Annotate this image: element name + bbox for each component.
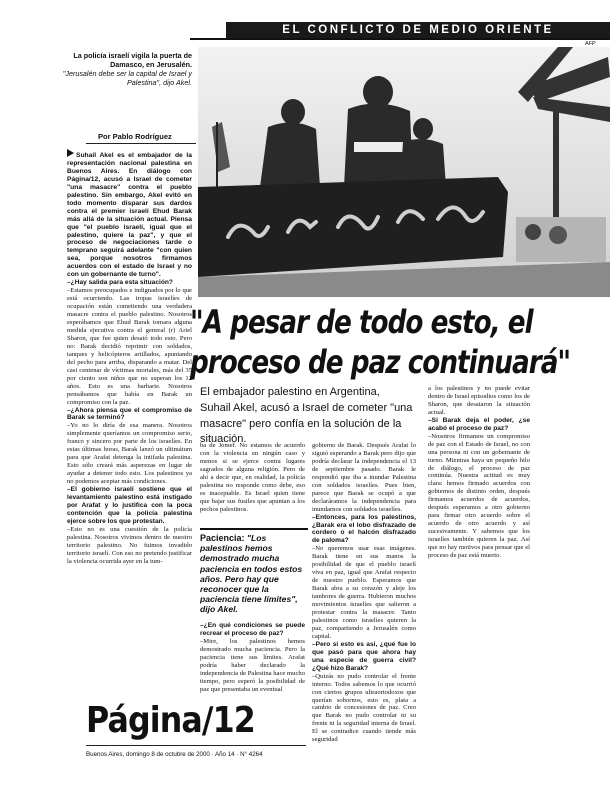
photo-illustration	[198, 47, 610, 297]
bullet-triangle-icon	[67, 149, 74, 157]
paragraph: a los palestinos y no puede evitar dentro de Israel episodios como los de Sharon, que desataron la situación actual.	[428, 385, 530, 416]
caption-line-1: La policía israelí vigila la puerta de Damasco, en Jerusalén.	[73, 51, 192, 69]
paragraph: –Mire, los palestinos hemos demostrado mucha paciencia. Pero la paciencia tiene sus límites. Arafat podría haber declarado la independencia de Palestina hace mucho tiempo, pero esperó la posibilidad de paz que presentaba un eventual	[200, 637, 305, 693]
paragraph: –Esto no es una cuestión de la policía palestina. Nosotros vivimos dentro de nuestro territorio palestino. No fuimos invadido territorio israelí. Con eso no pretendo justificar la violencia ocurrida ayer en la tum-	[67, 525, 192, 565]
column-2	[200, 442, 305, 514]
column-4	[428, 385, 530, 560]
subheadline: El embajador palestino en Argentina, Suhail Akel, acusó a Israel de cometer "una masacre" pero confía en la solución de la situación.	[200, 386, 413, 446]
paragraph: –El gobierno israelí sostiene que el levantamiento palestino está instigado por Arafat y lo justifica con la poca contención que la policía palestina ejerce sobre los que protestan.	[67, 486, 192, 525]
column-1	[67, 149, 192, 566]
paragraph: –Yo no lo diría de esa manera. Nosotros simplemente queríamos un compromiso serio, franco y sincero por parte de los israelíes. En estas últimas horas, Barak lanzó un ultimátum para que Arafat detenga la intifada palestina. Esto sólo creará más asperezas en lugar de ayudar a detener todo esto. Los palestinos ya no podemos aceptar más condiciones.	[67, 422, 192, 486]
paragraph: –Quizás no pudo controlar el frente interno. Todos sabemos lo que ocurrió con ciertos grupos ultraortodoxos que querían sobornos, esto es, plata a cambio de concesiones de paz. Creo que Barak no pudo controlar ni su frente ni la seguridad interna de Israel. El se contradice cuando tiende más seguridad	[312, 672, 416, 744]
paragraph: –Entonces, para los palestinos, ¿Barak era el lobo disfrazado de cordero o el halcón disfrazado de paloma?	[312, 513, 416, 545]
pull-quote-label: Paciencia:	[200, 533, 245, 543]
banner-rule	[190, 38, 610, 40]
headline-line-2: proceso de paz continuará"	[190, 343, 571, 381]
byline: Por Pablo Rodríguez	[98, 132, 172, 141]
section-banner: EL CONFLICTO DE MEDIO ORIENTE	[226, 22, 610, 39]
pull-quote	[200, 528, 308, 615]
paragraph: gobierno de Barak. Después Arafat lo siguió esperando a Barak pero dijo que podría declarar la independencia el 13 de septiembre pasado. Barak le respondió que iba a inundar Palestina con soldados israelíes. Pues bien, parece que Barak se ocupó a que declaráramos la independencia para inundarnos con soldados israelíes.	[312, 442, 416, 513]
paragraph: –¿Hay salida para esta situación?	[67, 279, 173, 287]
paragraph: –Pero si esto es así, ¿qué fue lo que pasó para que ahora hay una especie de guerra civil? ¿Qué hizo Barak?	[312, 640, 416, 672]
lead-text: Suhail Akel es el embajador de la representación nacional palestina en Buenos Aires. En diálogo con Página/12, acusó a Israel de cometer "una masacre" contra el pueblo palestino. Sin embargo, Akel evitó en todo momento disparar sus dardos contra el premier israelí Ehud Barak más allá de la situación actual. Piensa que "el pueblo israelí, igual que el palestino, quiere la paz", y que el proceso de negociaciones tarde o temprano seguirá adelante "con quien sea, porque nosotros firmamos acuerdos con el estado de Israel y no con un gobernante de turno".	[67, 152, 192, 279]
byline-rule	[86, 143, 196, 144]
photo-credit: AFP	[585, 41, 596, 47]
column-3	[312, 442, 416, 744]
column-2-continued	[200, 622, 305, 694]
masthead-logo: Página/12	[86, 700, 255, 741]
masthead-rule	[86, 745, 306, 746]
headline	[190, 302, 571, 382]
pull-quote-rule	[200, 528, 308, 530]
paragraph: –Nosotros firmamos un compromiso de paz con el Estado de Israel, no con una persona ni con un gobernante de turno. Mientras haya un pequeño hilo de diálogo, el proceso de paz continúa. Nuestra actitud es muy clara: hemos firmado acuerdos con gobiernos de distinto orden, después firmamos acuerdos de acuerdos, después esperamos a otro gobierno para firmar otro acuerdo sobre el acuerdo de otro acuerdo y así sucesivamente. Y sabemos que los israelíes también quieren la paz. Así que no hay motivos para pensar que el proceso de paz está muerto.	[428, 432, 530, 560]
lead-paragraph	[67, 149, 192, 279]
paragraph: –Estamos preocupados e indignados por lo que está ocurriendo. Las tropas israelíes de ocupación están cometiendo una verdadera masacre contra el pueblo palestino. Nosotros esperábamos que Ehud Barak tomara alguna medida ejecutiva contra el general (r) Ariel Sharon, que fue quien desató todo esto. Pero no: Barak decidió reprimir con soldados, tanques y helicópteros artillados, apuntando del pecho para arriba, disparando a matar. Del casi centenar de víctimas mortales, más del 35 por ciento son niños que no superan los 12 años. Esto es una barbarie. Nosotros pensábamos que había en Barak un compromiso con la paz.	[67, 287, 192, 406]
headline-line-1: "A pesar de todo esto, el	[190, 303, 533, 341]
paragraph: –¿En qué condiciones se puede recrear el proceso de paz?	[200, 622, 305, 637]
news-photo	[198, 47, 610, 297]
paragraph: –Si Barak deja el poder, ¿se acabó el proceso de paz?	[428, 416, 530, 432]
paragraph: ba de Jomeř. No estamos de acuerdo con la violencia en ningún caso y menos si se ejerce contra lugares sagrados de alguna religión. Pero de ahí a decir que, en realidad, la policía palestina no responde como debe, eso es inaceptable. Es Israel quien tiene que bajar sus fusiles que apuntan a los pechos palestinos.	[200, 442, 305, 513]
dateline: Buenos Aires, domingo 8 de octubre de 2000 · Año 14 · N° 4264	[86, 751, 263, 758]
caption-line-2: "Jerusalén debe ser la capital de Israel y Palestina", dijo Akel.	[62, 69, 192, 87]
pull-quote-text: "Los palestinos hemos demostrado mucha paciencia en todos estos años. Pero hay que reconocer que la paciencia tiene límites", dijo Akel.	[200, 533, 303, 615]
photo-caption	[40, 51, 192, 87]
paragraph: –No queremos usar esas imágenes. Barak tiene en sus manos la posibilidad de que el pueblo israelí viva en paz, igual que Arafat respecto de nuestro pueblo. Esperamos que Barak abra a su corazón y aleje los tambores de guerra. Hubieron muchos movimientos israelíes que salieron a protestar contra la masacre. Tanto palestinos como israelíes quieren la paz, compartiendo a Jerusalén como capital.	[312, 545, 416, 640]
paragraph: –¿Ahora piensa que el compromiso de Barak se terminó?	[67, 406, 192, 422]
